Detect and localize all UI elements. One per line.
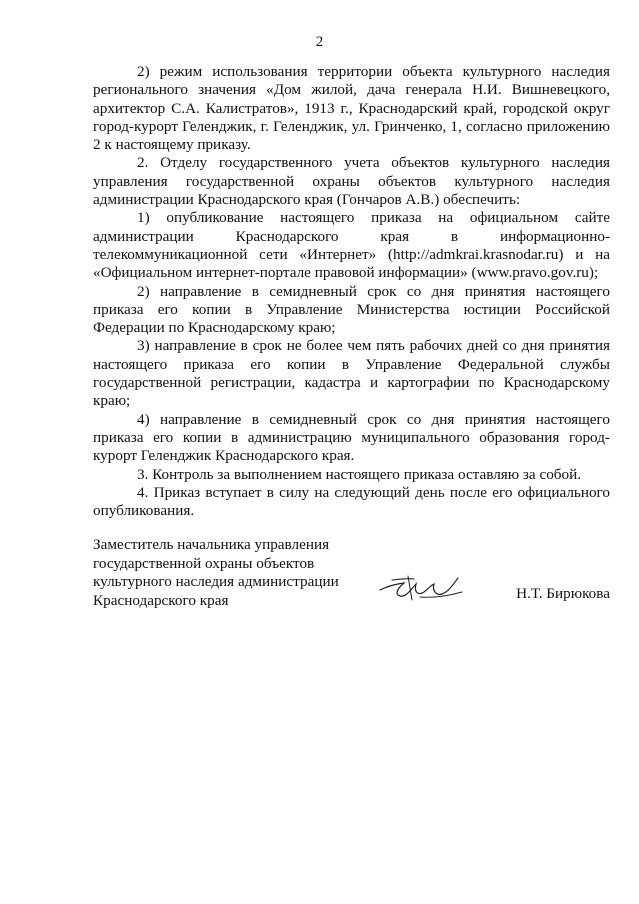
signatory-name: Н.Т. Бирюкова — [516, 585, 610, 602]
paragraph-registration-service: 3) направление в срок не более чем пять рабочих дней со дня принятия настоящего приказа его копии в Управление Федеральной службы государственной регистрации, кадастра и картографии по Краснодарскому краю; — [93, 337, 610, 410]
handwritten-signature — [378, 570, 468, 604]
paragraph-department-instruction: 2. Отделу государственного учета объектов культурного наследия управления государственной охраны объектов культурного наследия администрации Краснодарского края (Гончаров А.В.) обеспечить: — [93, 154, 610, 209]
paragraph-territory-regime: 2) режим использования территории объекта культурного наследия регионального значения «Дом жилой, дача генерала Н.И. Вишневецкого, архитектор С.А. Калистратов», 1913 г., Краснодарский край, городской округ город-курорт Геленджик, г. Геленджик, ул. Гринченко, 1, согласно приложению 2 к настоящему приказу. — [93, 63, 610, 154]
paragraph-municipal-administration: 4) направление в семидневный срок со дня принятия настоящего приказа его копии в администрацию муниципального образования город-курорт Геленджик Краснодарского края. — [93, 410, 610, 465]
page-number: 2 — [315, 34, 324, 50]
signatory-title — [93, 536, 353, 610]
signatory-title-line: культурного наследия администрации — [93, 573, 339, 591]
signatory-title-line: Заместитель начальника управления — [93, 536, 330, 553]
document-body — [93, 63, 610, 520]
signature-block — [93, 536, 610, 616]
paragraph-justice-ministry: 2) направление в семидневный срок со дня принятия настоящего приказа его копии в Управление Министерства юстиции Российской Федерации по Краснодарскому краю; — [93, 282, 610, 337]
signatory-title-line: государственной охраны объектов — [93, 554, 315, 572]
paragraph-control: 3. Контроль за выполнением настоящего приказа оставляю за собой. — [137, 465, 582, 483]
paragraph-publication: 1) опубликование настоящего приказа на официальном сайте администрации Краснодарского края в информационно-телекоммуникационной сети «Интернет» (http://admkrai.krasnodar.ru) и на «Официальном интернет-портале правовой информации» (www.pravo.gov.ru); — [93, 209, 610, 282]
signatory-title-line: Краснодарского края — [93, 591, 229, 609]
paragraph-effective-date: 4. Приказ вступает в силу на следующий день после его официального опубликования. — [93, 483, 610, 520]
